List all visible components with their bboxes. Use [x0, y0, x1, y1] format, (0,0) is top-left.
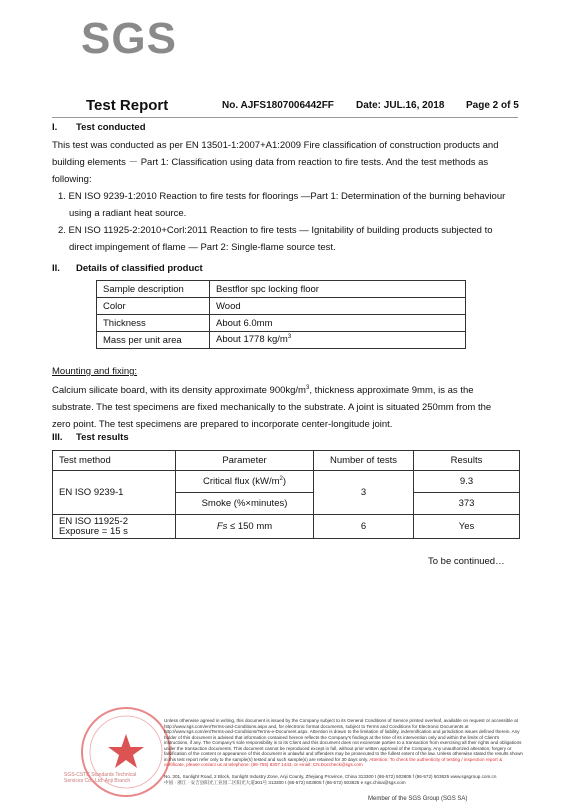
text-line: substrate. The test specimens are fixed mechanically to the substrate. A joint is situated 250mm from the — [52, 402, 492, 414]
text-span: Calcium silicate board, with its density approximate 900kg/m — [52, 385, 306, 397]
section-1-intro — [52, 137, 516, 188]
table-cell — [210, 332, 466, 349]
text-line: building elements － Part 1: Classification using data from reaction to fire tests. And the test methods as — [52, 157, 489, 168]
section-number: III. — [52, 432, 63, 443]
section-title: Test results — [76, 432, 129, 443]
report-number: No. AJFS1807006442FF — [222, 100, 334, 111]
page-number: Page 2 of 5 — [466, 100, 519, 111]
table-row — [53, 471, 520, 493]
mounting-heading: Mounting and fixing: — [52, 366, 138, 377]
column-header: Results — [414, 451, 520, 471]
table-cell: EN ISO 9239-1 — [53, 471, 176, 515]
table-row — [97, 281, 466, 298]
text-line: EN ISO 11925-2 — [59, 515, 129, 527]
header-divider — [52, 117, 518, 118]
column-header: Parameter — [176, 451, 314, 471]
text-span: ) — [282, 476, 287, 488]
section-title: Details of classified product — [76, 263, 203, 274]
table-cell: Color — [97, 298, 210, 315]
text-line: Exposure = 15 s — [59, 525, 128, 537]
table-cell: Mass per unit area — [97, 332, 210, 349]
address-line: No. 301, Sunlight Road, 2 Block, Sunlight Industry Zone, Anji County, Zhejiang Province, China 313300 t (86-572) 503805 f (86-572) 503825 www.sgsgroup.com.cn — [164, 774, 497, 779]
text-line: This test was conducted as per EN 13501-1:2007+A1:2009 Fire classification of construction products and — [52, 140, 499, 151]
test-results-table — [52, 450, 520, 539]
section-number: I. — [52, 122, 58, 133]
section-number: II. — [52, 263, 60, 274]
table-cell — [176, 515, 314, 539]
superscript: 3 — [287, 334, 292, 341]
disclaimer-text: Unless otherwise agreed in writing, this document is issued by the Company subject to its General Conditions of Service printed overleaf, available on request or accessible at http://www.sgs.com/en/Terms-and-Conditions.aspx and, for electronic format documents, subject to Terms and Conditions for Electronic Documents at http://www.sgs.com/en/Terms-and-Conditions/Terms-e-Document.aspx. Attention is drawn to the limitation of liability, indemnification and jurisdiction issues defined therein. Any holder of this document is advised that information contained hereon reflects the Company's findings at the time of its intervention only and within the limits of Client's instructions, if any. The Company's sole responsibility is to its Client and this document does not exonerate parties to a transaction from exercising all their rights and obligations under the transaction documents. This document cannot be reproduced except in full, without prior written approval of the Company. Any unauthorized alteration, forgery or falsification of the content or appearance of this document is unlawful and offenders may be prosecuted to the fullest extent of the law. Unless otherwise stated the results shown in this test report refer only to the sample(s) tested and such sample(s) are retained for 30 days only. — [164, 718, 523, 762]
table-cell — [53, 515, 176, 539]
list-item-continuation: using a radiant heat source. — [69, 208, 187, 219]
text-span: Critical flux (kW/m — [202, 476, 280, 488]
table-cell — [176, 471, 314, 493]
report-date: Date: JUL.16, 2018 — [356, 100, 445, 111]
table-cell: 9.3 — [414, 471, 520, 493]
mounting-section — [52, 363, 516, 433]
table-cell: Smoke (%×minutes) — [176, 493, 314, 515]
text-line — [52, 380, 516, 399]
table-cell: Thickness — [97, 315, 210, 332]
superscript: 2 — [279, 475, 283, 482]
report-title: Test Report — [86, 97, 169, 114]
test-methods-list — [58, 188, 522, 256]
superscript: 3 — [305, 385, 310, 391]
footer-address — [164, 774, 524, 786]
table-cell: Yes — [414, 515, 520, 539]
authenticity-notice: Attention: To check the authenticity of testing / inspection report & certificate, please contact us at telephone: (86-755) 8307 1443, or email: CN.Doccheck@sgs.com — [164, 756, 503, 767]
section-title: Test conducted — [76, 122, 146, 133]
column-header: Test method — [53, 451, 176, 471]
table-cell: Sample description — [97, 281, 210, 298]
value-text: About 1778 kg/m — [216, 334, 288, 346]
table-cell: 6 — [314, 515, 414, 539]
continued-note: To be continued… — [428, 556, 505, 567]
section-3-heading — [52, 432, 129, 443]
stamp-caption: SGS-CSTC Standards Technical Services Co., Ltd. Anji Branch — [64, 772, 137, 784]
text-span: , thickness approximate 9mm, is as the — [309, 385, 474, 397]
footer-disclaimer — [164, 718, 524, 768]
table-row — [97, 332, 466, 349]
list-item: 1. EN ISO 9239-1:2010 Reaction to fire tests for floorings —Part 1: Determination of the burning behaviour — [58, 191, 506, 202]
table-row — [97, 298, 466, 315]
table-cell: Bestflor spc locking floor — [210, 281, 466, 298]
section-2-heading — [52, 263, 203, 274]
text-span: Fs — [216, 521, 228, 532]
table-cell: 3 — [314, 471, 414, 515]
table-header-row — [53, 451, 520, 471]
text-span: ≤ 150 mm — [227, 521, 273, 532]
table-row — [97, 315, 466, 332]
address-line: 中国 · 浙江 · 安吉县阳光工业园二区阳光大道301号 313300 t (86-572) 503805 f (86-572) 503825 e sgs.china@sgs.com — [164, 780, 406, 785]
table-row — [53, 515, 520, 539]
text-line: zero point. The test specimens are prepared to incorporate center-longitude joint. — [52, 419, 393, 431]
column-header: Number of tests — [314, 451, 414, 471]
table-cell: Wood — [210, 298, 466, 315]
member-note: Member of the SGS Group (SGS SA) — [368, 796, 468, 802]
list-item-continuation: direct impingement of flame — Part 2: Single-flame source test. — [69, 242, 336, 253]
section-1-heading — [52, 122, 146, 133]
product-details-table — [96, 280, 466, 349]
table-cell: About 6.0mm — [210, 315, 466, 332]
company-seal-stamp — [78, 704, 174, 800]
sgs-logo: SGS — [81, 14, 177, 63]
list-item: 2. EN ISO 11925-2:2010+Corl:2011 Reaction to fire tests — Ignitability of building products subjected to — [58, 225, 493, 236]
text-line: following: — [52, 174, 92, 185]
table-cell: 373 — [414, 493, 520, 515]
